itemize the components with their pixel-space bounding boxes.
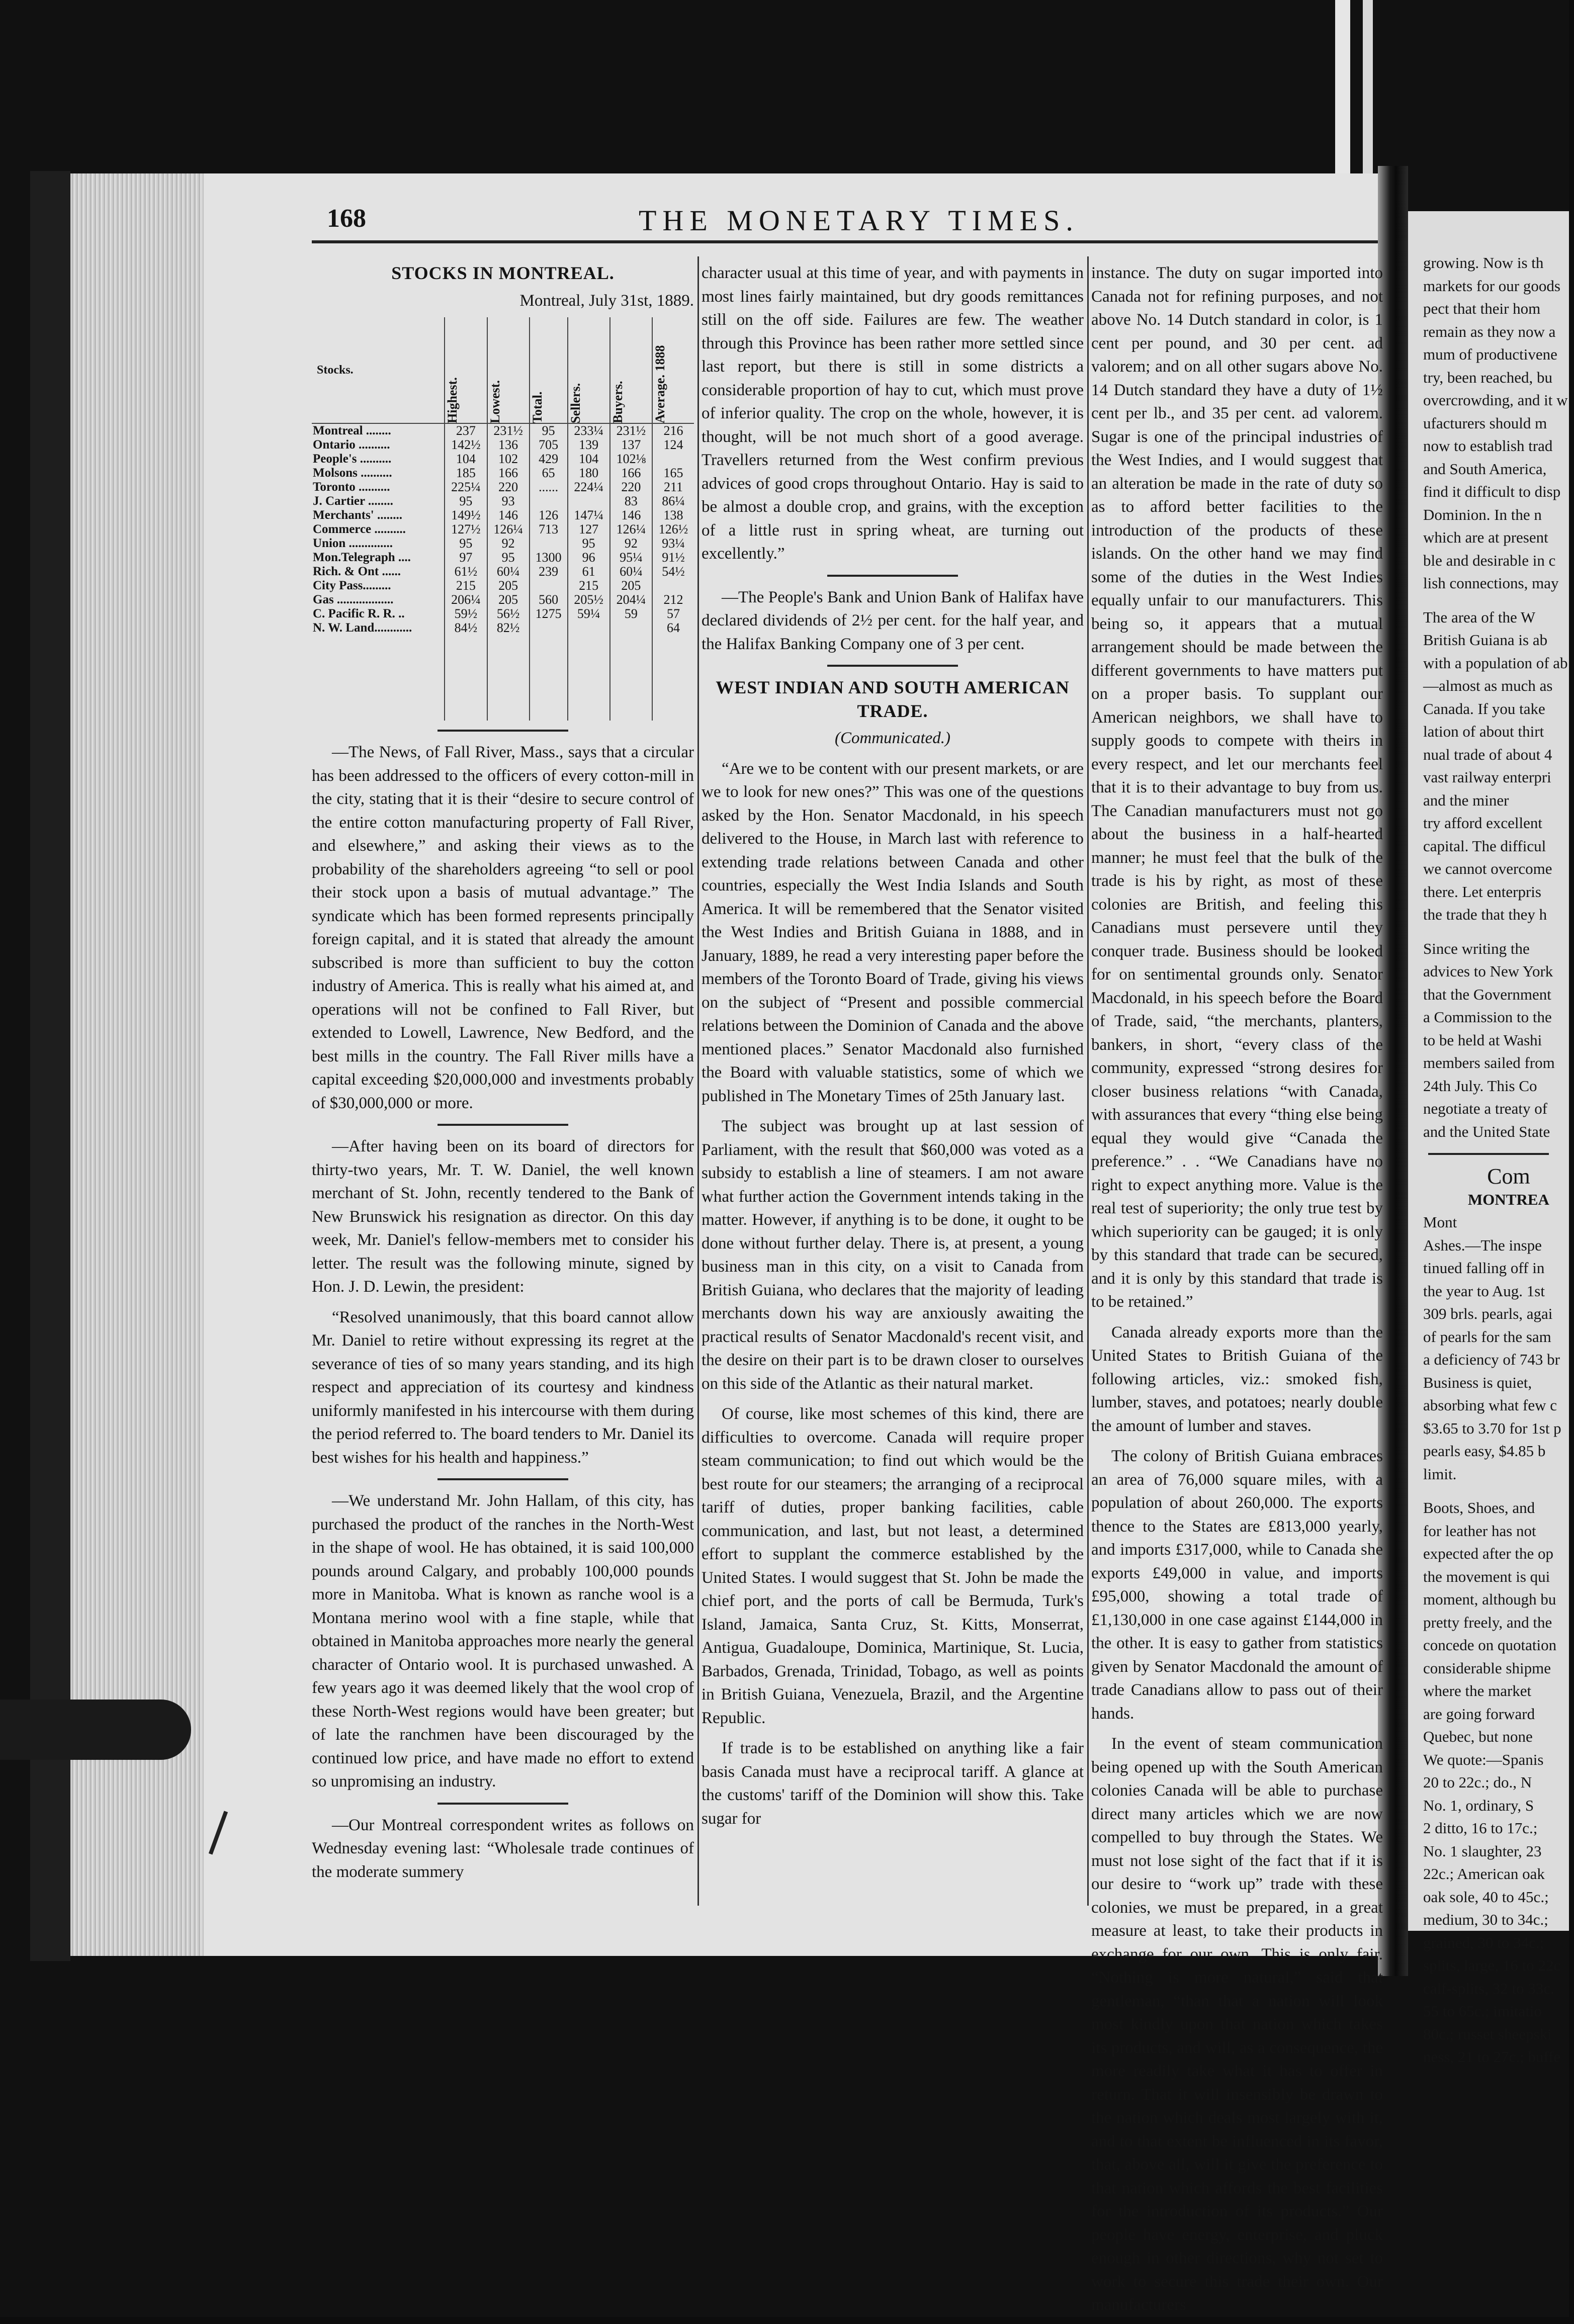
stock-value-cell: 64	[652, 621, 694, 635]
text-line: We quote:—Spanis	[1423, 1750, 1544, 1768]
stock-name-cell: Union ..............	[313, 537, 393, 550]
stock-value-cell: 59½	[445, 607, 487, 621]
stock-value-cell: 166	[487, 466, 530, 480]
text-line: calf-splits, 32 to 33c.	[1423, 1979, 1554, 1997]
text-line: overcrowding, and it w	[1423, 391, 1568, 409]
stock-value-cell: 95¼	[610, 551, 652, 565]
section-heading-commercial: Com	[1487, 1164, 1530, 1189]
stock-value-cell: 212	[652, 593, 694, 607]
stock-value-cell	[530, 494, 568, 508]
text-line: ufacturers should m	[1423, 414, 1547, 432]
text-line: 22c.; American oak	[1423, 1865, 1545, 1883]
stock-value-cell: 142½	[445, 438, 487, 452]
masthead: THE MONETARY TIMES.	[639, 204, 1079, 237]
column-3-para-4: In the event of steam communication being opened up with the South American colonies Canada will be able to purchase direct many articles which we are now compelled to buy through the States. We must not lose sight of the fact that if it is our desire to “work up” trade with these colonies, we must be prepared, in a great measure at least, to take their products in exchange for our own. This is only fair. “Nothing is more natural,” said that gentleman, “than that a nation will look most kindly upon that nation which takes its products, and will, as a consequence, the more readily take what it has to offer in return. That it will insensibly be drawn to the nation which deals most largely with it, and to that extent be influenced in its favor, that, above all, will it give the preference to that nation which affords the best facilities for the introduction of its products.” Our people have energy, enterprise, and pluck enough in other directions, why not set to work to secure this trade their own. Our manufacturers	[1091, 1735, 1383, 2314]
stock-value-cell: 147¼	[568, 508, 610, 522]
stock-name-cell: City Pass.........	[313, 579, 391, 592]
text-line: there. Let enterpris	[1423, 882, 1541, 901]
table-header: Stocks.	[312, 317, 445, 423]
stock-value-cell: 220	[487, 480, 530, 494]
table-row	[312, 438, 694, 452]
table-row	[312, 494, 694, 508]
stock-value-cell: 237	[445, 423, 487, 438]
stock-value-cell	[652, 452, 694, 466]
stock-value-cell: 149½	[445, 508, 487, 522]
text-line: and the United State	[1423, 1122, 1550, 1140]
stock-value-cell: 127	[568, 522, 610, 537]
stock-value-cell: 60¼	[610, 565, 652, 579]
table-header: Sellers.	[568, 317, 610, 423]
stock-name-cell: C. Pacific R. R. ..	[313, 607, 405, 620]
text-line: considerable shipme	[1423, 1659, 1551, 1677]
text-line: tinued falling off in	[1423, 1259, 1545, 1277]
text-line: remain as they now a	[1423, 322, 1556, 340]
table-row	[312, 480, 694, 494]
table-row-spacer	[312, 635, 694, 721]
stock-value-cell: 146	[610, 508, 652, 522]
stock-name-cell: Molsons ..........	[313, 466, 392, 480]
stock-value-cell: 137	[610, 438, 652, 452]
stock-value-cell: 65	[530, 466, 568, 480]
west-indian-para-3: Of course, like most schemes of this kind, there are difficulties to overcome. Canada will require proper steam communication; to find out which would be the best route for our steamers; the arranging of a reciprocal tariff of duties, proper banking facilities, cable communication, and last, but not least, a determined effort to supplant the commerce established by the United States. I would suggest that St. John be made the chief port, and the ports of call be Bermuda, Turk's Island, Jamaica, Santa Cruz, St. Kitts, Monserrat, Antigua, Guadaloupe, Dominica, Martinique, St. Lucia, Barbados, Grenada, Trinidad, Tobago, as well as points in British Guiana, Venezuela, Brazil, and the Argentine Republic.	[702, 1405, 1084, 1727]
separator-rule	[438, 1124, 568, 1126]
text-line: the year to Aug. 1st	[1423, 1282, 1545, 1300]
article-peoples-bank: —The People's Bank and Union Bank of Halifax have declared dividends of 2½ per cent. for the half year, and the Halifax Banking Company one of 3 per cent.	[702, 588, 1084, 653]
text-line: that the Government	[1423, 985, 1551, 1003]
stocks-dateline: Montreal, July 31st, 1889.	[519, 291, 694, 310]
text-line: concede on quotation	[1423, 1636, 1557, 1654]
stock-value-cell	[568, 494, 610, 508]
table-row	[312, 522, 694, 537]
stock-value-cell: 95	[445, 494, 487, 508]
separator-rule	[438, 730, 568, 732]
text-line: capital. The difficul	[1423, 837, 1546, 855]
right-page-text	[1423, 251, 1574, 2069]
table-row	[312, 593, 694, 607]
stock-value-cell: 92	[487, 537, 530, 551]
west-indian-subtitle: (Communicated.)	[834, 729, 951, 747]
text-line: Since writing the	[1423, 939, 1530, 957]
thumb-shadow	[0, 1700, 191, 1760]
stock-value-cell: 206¼	[445, 593, 487, 607]
table-header: Highest.	[445, 317, 487, 423]
stock-value-cell	[568, 621, 610, 635]
text-line: 2 ditto, 16 to 17c.;	[1423, 1819, 1538, 1837]
text-line: limit.	[1423, 1465, 1457, 1483]
stock-value-cell: 713	[530, 522, 568, 537]
text-line: Quebec, but none	[1423, 1728, 1533, 1745]
stock-value-cell: 57	[652, 607, 694, 621]
stock-value-cell: 185	[445, 466, 487, 480]
separator-rule	[827, 665, 958, 667]
stock-value-cell: 95	[530, 423, 568, 438]
stock-value-cell: 429	[530, 452, 568, 466]
stock-value-cell: 124	[652, 438, 694, 452]
stock-value-cell: 126½	[652, 522, 694, 537]
text-line: find it difficult to disp	[1423, 483, 1561, 500]
stock-value-cell: 102	[487, 452, 530, 466]
stock-value-cell: 205½	[568, 593, 610, 607]
article-hallam: —We understand Mr. John Hallam, of this city, has purchased the product of the ranches in the North-West in the shape of wool. He has obtained, it is said 100,000 pounds around Calgary, and probably 100,000 pounds more in Manitoba. What is known as ranche wool is a Montana merino wool with a fine staple, while that obtained in Manitoba approaches more nearly the general character of Ontario wool. It is purchased unwashed. A few years ago it was deemed likely that the wool crop of these North-West regions would have been greater; but of late the ranchmen have been discouraged by the continued low price, and have made no effort to extend so unpromising an industry.	[312, 1492, 694, 1791]
stock-value-cell: 61	[568, 565, 610, 579]
text-line: lish connections, may	[1423, 574, 1559, 592]
text-line: nual trade of about 4	[1423, 745, 1552, 763]
stock-name-cell: Mon.Telegraph ....	[313, 551, 411, 564]
text-line: 55 to 65c.; imitatio	[1423, 2002, 1542, 2020]
stocks-table-body	[312, 423, 694, 721]
article-continued: character usual at this time of year, and with payments in most lines fairly maintained, but dry goods remittances still on the off side. Failures are few. The weather through this Province has been rather more settled since last report, but there is still in some districts a considerable proportion of hay to cut, which must prove of inferior quality. The crop on the whole, however, it is thought, will be not much short of a good average. Travellers returned from the West confirm previous advices of good crops throughout Ontario. Hay is said to be almost a double crop, and grains, with the exception of a little rust in spring wheat, are turning out excellently.”	[702, 264, 1084, 563]
stock-value-cell: 104	[568, 452, 610, 466]
text-line: absorbing what few c	[1423, 1396, 1557, 1414]
text-line: 80c.; russet sheepski	[1423, 2025, 1552, 2043]
article-resolution: “Resolved unanimously, that this board cannot allow Mr. Daniel to retire without expressing its regret at the severance of ties of so many years standing, and its high respect and appreciation of its courtesy and kindness uniformly manifested in his intercourse with them during the period referred to. The board tenders to Mr. Daniel its best wishes for his health and happiness.”	[312, 1308, 694, 1467]
text-line: the trade that they h	[1423, 906, 1547, 923]
stock-value-cell: 211	[652, 480, 694, 494]
stock-value-cell: 84½	[445, 621, 487, 635]
text-line: The area of the W	[1423, 608, 1536, 626]
text-line: pect that their hom	[1423, 300, 1541, 317]
stock-value-cell: 220	[610, 480, 652, 494]
separator-rule	[1428, 1153, 1549, 1155]
stock-value-cell	[610, 621, 652, 635]
page-number: 168	[327, 204, 366, 233]
text-line: Mont	[1423, 1213, 1457, 1231]
stock-value-cell: 205	[610, 579, 652, 593]
book-binding	[30, 171, 70, 1961]
stock-value-cell: 705	[530, 438, 568, 452]
table-row	[312, 565, 694, 579]
table-header: Lowest.	[487, 317, 530, 423]
text-line: now to establish trad	[1423, 437, 1553, 455]
stock-value-cell: 239	[530, 565, 568, 579]
right-text-block-e	[1423, 1496, 1574, 2069]
table-row	[312, 579, 694, 593]
stock-value-cell: 102⅛	[610, 452, 652, 466]
stock-value-cell	[530, 621, 568, 635]
text-line: we cannot overcome	[1423, 860, 1552, 877]
text-line: Canada. If you take	[1423, 699, 1545, 718]
right-text-block-d	[1423, 1211, 1574, 1485]
stock-value-cell: 56½	[487, 607, 530, 621]
stock-name-cell: People's ..........	[313, 452, 392, 466]
table-row	[312, 621, 694, 635]
stock-value-cell: 61½	[445, 565, 487, 579]
west-indian-title: WEST INDIAN AND SOUTH AMERICAN TRADE.	[716, 677, 1070, 721]
stock-name-cell: J. Cartier ........	[313, 494, 393, 508]
text-line: advices to New York	[1423, 962, 1553, 980]
text-line: negotiate a treaty of	[1423, 1100, 1548, 1117]
separator-rule	[438, 1478, 568, 1480]
text-line: pearls easy, $4.85 b	[1423, 1442, 1546, 1460]
stock-value-cell: 95	[445, 537, 487, 551]
stock-value-cell: 231½	[487, 423, 530, 438]
stock-value-cell: 59¼	[568, 607, 610, 621]
table-row	[312, 452, 694, 466]
stock-value-cell: 126¼	[610, 522, 652, 537]
right-text-block-c	[1423, 937, 1574, 1143]
stock-value-cell: 91½	[652, 551, 694, 565]
text-line: for leather has not	[1423, 1522, 1536, 1540]
text-line: No. 1, ordinary, S	[1423, 1796, 1534, 1814]
text-line: $3.65 to 3.70 for 1st p	[1423, 1419, 1561, 1437]
stock-value-cell: 86¼	[652, 494, 694, 508]
stock-value-cell	[530, 579, 568, 593]
column-3-para-2: Canada already exports more than the United States to British Guiana of the following articles, viz.: smoked fish, lumber, staves, and potatoes; nearly double the amount of lumber and staves.	[1091, 1323, 1383, 1435]
text-line: Ashes.—The inspe	[1423, 1236, 1542, 1254]
stock-value-cell: 231½	[610, 423, 652, 438]
stock-value-cell: 97	[445, 551, 487, 565]
stock-name-cell: Commerce ..........	[313, 522, 406, 536]
stock-value-cell: 233¼	[568, 423, 610, 438]
text-line: pretty freely, and the	[1423, 1613, 1552, 1631]
stock-value-cell: 59	[610, 607, 652, 621]
spine-highlight-2	[1363, 0, 1373, 201]
text-line: ness, 21 to 27c.; buffe	[1423, 2048, 1561, 2066]
stock-value-cell: 82½	[487, 621, 530, 635]
text-line: oak sole, 40 to 45c.;	[1423, 1888, 1549, 1906]
article-montreal: —Our Montreal correspondent writes as follows on Wednesday evening last: “Wholesale trade continues of the moderate summery	[312, 1816, 694, 1881]
stock-value-cell: 60¼	[487, 565, 530, 579]
text-line: No. 1 slaughter, 23	[1423, 1842, 1542, 1860]
text-line: medium, 30 to 34c.;	[1423, 1911, 1548, 1928]
stock-name-cell: Merchants' ........	[313, 508, 402, 522]
header-rule	[312, 240, 1378, 243]
text-line: —almost as much as	[1423, 677, 1553, 694]
text-line: British Guiana is ab	[1423, 631, 1548, 649]
stock-name-cell: Montreal ........	[313, 424, 391, 437]
stock-value-cell: 560	[530, 593, 568, 607]
text-line: markets for our goods	[1423, 277, 1560, 295]
stock-value-cell: 139	[568, 438, 610, 452]
text-line: the movement is qui	[1423, 1567, 1550, 1585]
column-divider-2	[1087, 256, 1089, 1906]
west-indian-para-4: If trade is to be established on anything like a fair basis Canada must have a reciprocal tariff. A glance at the customs' tariff of the Dominion will show this. Take sugar for	[702, 1739, 1084, 1828]
stock-value-cell: 95	[487, 551, 530, 565]
stock-value-cell: 54½	[652, 565, 694, 579]
stock-name-cell: N. W. Land............	[313, 621, 412, 635]
text-line: where the market	[1423, 1682, 1532, 1700]
text-line: are going forward	[1423, 1705, 1535, 1723]
table-row	[312, 551, 694, 565]
page-edges	[70, 173, 206, 1956]
column-1	[312, 261, 694, 1891]
text-line: moment, although bu	[1423, 1590, 1556, 1608]
table-row	[312, 537, 694, 551]
stock-name-cell: Toronto ..........	[313, 480, 390, 494]
column-2	[702, 261, 1084, 1837]
stock-value-cell: 216	[652, 423, 694, 438]
stock-value-cell: ......	[530, 480, 568, 494]
text-line: expected after the op	[1423, 1545, 1554, 1562]
text-line: to be held at Washi	[1423, 1031, 1542, 1049]
stock-name-cell: Ontario ..........	[313, 438, 390, 452]
table-row	[312, 423, 694, 438]
text-line: mum of productivene	[1423, 345, 1557, 363]
stock-value-cell: 1275	[530, 607, 568, 621]
stock-value-cell: 205	[487, 593, 530, 607]
table-header: Average. 1888	[652, 317, 694, 423]
stock-value-cell: 93	[487, 494, 530, 508]
table-row	[312, 607, 694, 621]
column-3-para-1: instance. The duty on sugar imported into Canada not for refining purposes, and not above No. 14 Dutch standard in color, is 1 cent per pound, and 30 per cent. ad valorem; and on all other sugars above No. 14 Dutch standard they have a duty of 1½ cent per lb., and 35 per cent. ad valorem. Sugar is one of the principal industries of the West Indies, and I would suggest that an alteration be made in the rate of duty so as to afford better facilities to the introduction of the products of these islands. On the other hand we may find some of the duties in the West Indies equally unfair to our manufacturers. This being so, it appears that a mutual arrangement should be made between the different governments to have matters put on a proper basis. To supplant our American neighbors, we shall have to supply goods to compete with theirs in every respect, and let our merchants feel that it is to their advantage to buy from us. The Canadian manufacturers must not go about the business in a half-hearted manner; he must feel that the bulk of the trade is his by right, as most of these colonies are British, and feeling this Canadians must persevere until they conquer trade. Business should be looked for on sentimental grounds only. Senator Macdonald, in his speech before the Board of Trade, said, “the merchants, planters, bankers, in short, “every class of the community, expressed “strong desires for closer business relations “with Canada, with assurances that every “thing else being equal they would give “Canada the preference.” . . “We Canadians have no right to expect anything more. Value is the real test of superiority; the only true test by which superiority can be gauged; it is only by this standard that trade can be secured, and it is only by this standard that trade is to be retained.”	[1091, 264, 1383, 1311]
text-line: of pearls for the sam	[1423, 1327, 1551, 1346]
stock-value-cell	[652, 579, 694, 593]
stock-value-cell: 224¼	[568, 480, 610, 494]
stock-value-cell: 93¼	[652, 537, 694, 551]
text-line: 20 to 22c.; do., N	[1423, 1773, 1532, 1791]
stock-value-cell: 138	[652, 508, 694, 522]
stock-name-cell: Gas ..................	[313, 593, 394, 606]
text-line: Dominion. In the n	[1423, 505, 1542, 523]
stock-value-cell: 204¼	[610, 593, 652, 607]
stock-value-cell: 215	[568, 579, 610, 593]
stock-value-cell: 146	[487, 508, 530, 522]
stock-value-cell: 225¼	[445, 480, 487, 494]
column-3	[1091, 261, 1383, 2324]
text-line: with a population of ab	[1423, 654, 1568, 672]
stock-value-cell	[530, 537, 568, 551]
separator-rule	[827, 575, 958, 577]
right-page	[1408, 211, 1569, 2066]
stock-value-cell: 136	[487, 438, 530, 452]
stock-value-cell: 92	[610, 537, 652, 551]
stock-value-cell: 96	[568, 551, 610, 565]
article-daniel: —After having been on its board of directors for thirty-two years, Mr. T. W. Daniel, the well known merchant of St. John, recently tendered to the Bank of New Brunswick his resignation as director. On this day week, Mr. Daniel's fellow-members met to consider his letter. The result was the following minute, signed by Hon. J. D. Lewin, the president:	[312, 1137, 694, 1296]
stock-value-cell: 83	[610, 494, 652, 508]
stock-value-cell: 215	[445, 579, 487, 593]
text-line: try afford excellent	[1423, 814, 1542, 832]
text-line: Boots, Shoes, and	[1423, 1499, 1535, 1516]
stock-value-cell: 127½	[445, 522, 487, 537]
section-heading-montreal: MONTREA	[1468, 1190, 1549, 1208]
text-line: Business is quiet,	[1423, 1373, 1532, 1391]
text-line: ble and desirable in c	[1423, 551, 1556, 569]
page-header	[327, 204, 1383, 244]
stock-value-cell: 166	[610, 466, 652, 480]
text-line: grained, 30 to 34c.;	[1423, 1933, 1544, 1951]
text-line: vast railway enterpri	[1423, 768, 1551, 786]
stocks-table	[312, 317, 694, 721]
right-text-block-b	[1423, 606, 1574, 926]
stock-name-cell: Rich. & Ont ......	[313, 565, 401, 578]
stock-value-cell: 126¼	[487, 522, 530, 537]
text-line: 24th July. This Co	[1423, 1077, 1537, 1095]
stock-value-cell: 104	[445, 452, 487, 466]
stock-value-cell: 165	[652, 466, 694, 480]
table-header: Total.	[530, 317, 568, 423]
stock-value-cell: 126	[530, 508, 568, 522]
stock-value-cell: 95	[568, 537, 610, 551]
west-indian-para-1: “Are we to be content with our present markets, or are we to look for new ones?” This was one of the questions asked by the Hon. Senator Macdonald, in his speech delivered to the House, in March last with reference to extending trade relations between Canada and other countries, especially the West India Islands and South America. It will be remembered that the Senator visited the West Indies and British Guiana in 1888, and in January, 1889, he read a very interesting paper before the members of the Toronto Board of Trade, giving his views on the subject of “Present and possible commercial relations between the Dominion of Canada and the above mentioned places.” Senator Macdonald also furnished the Board with valuable statistics, some of which we published in The Monetary Times of 25th January last.	[702, 759, 1084, 1105]
stocks-title: STOCKS IN MONTREAL.	[391, 263, 615, 283]
stock-value-cell: 205	[487, 579, 530, 593]
stock-value-cell: 1300	[530, 551, 568, 565]
text-line: splits, large, 16 to 22c	[1423, 1956, 1561, 1974]
text-line: growing. Now is th	[1423, 254, 1544, 272]
text-line: a deficiency of 743 br	[1423, 1351, 1560, 1368]
table-header: Buyers.	[610, 317, 652, 423]
text-line: lation of about thirt	[1423, 723, 1544, 740]
article-news: —The News, of Fall River, Mass., says that a circular has been addressed to the officers of every cotton-mill in the city, stating that it is their “desire to secure control of the entire cotton manufacturing property of Fall River, and elsewhere,” and asking their views as to the probability of the shareholders agreeing “to sell or pool their stock upon a basis of mutual advantage.” The syndicate which has been formed represents principally foreign capital, and it is stated that already the amount subscribed is more than sufficient to buy the cotton industry of America. This is really what his aimed at, and operations will not be confined to Fall River, but extended to Lowell, Lawrence, New Bedford, and the best mills in the country. The Fall River mills have a capital exceeding $20,000,000 and investments probably of $30,000,000 or more.	[312, 743, 694, 1112]
text-line: and South America,	[1423, 460, 1547, 478]
text-line: a Commission to the	[1423, 1008, 1552, 1026]
text-line: members sailed from	[1423, 1054, 1555, 1071]
table-row	[312, 508, 694, 522]
right-text-block-a	[1423, 251, 1574, 595]
column-divider-1	[697, 256, 699, 1906]
stock-value-cell: 180	[568, 466, 610, 480]
west-indian-para-2: The subject was brought up at last session of Parliament, with the result that $60,000 was voted as a subsidy to establish a line of steamers. I am not aware what further action the Government intends taking in the matter. However, if anything is to be done, it ought to be done without further delay. There is, at present, a young business man in this city, on a visit to Canada from British Guiana, who declares that the majority of leading merchants down his way are anxiously awaiting the practical results of Senator Macdonald's recent visit, and the desire on their part is to be drawn closer to ourselves on this side of the Atlantic as their natural market.	[702, 1117, 1084, 1393]
text-line: try, been reached, bu	[1423, 368, 1553, 386]
column-3-para-3: The colony of British Guiana embraces an area of 76,000 square miles, with a population of about 260,000. The exports thence to the States are £813,000 yearly, and imports £317,000, while to Canada she exports £49,000 in value, and imports £95,000, showing a total trade of £1,130,000 in one case against £144,000 in the other. It is easy to gather from statistics given by Senator Macdonald the amount of trade Canadians allow to pass out of their hands.	[1091, 1447, 1383, 1723]
text-line: and the miner	[1423, 791, 1509, 809]
text-line: 309 brls. pearls, agai	[1423, 1305, 1553, 1322]
text-line: which are at present	[1423, 528, 1548, 546]
separator-rule	[438, 1803, 568, 1805]
table-row	[312, 466, 694, 480]
